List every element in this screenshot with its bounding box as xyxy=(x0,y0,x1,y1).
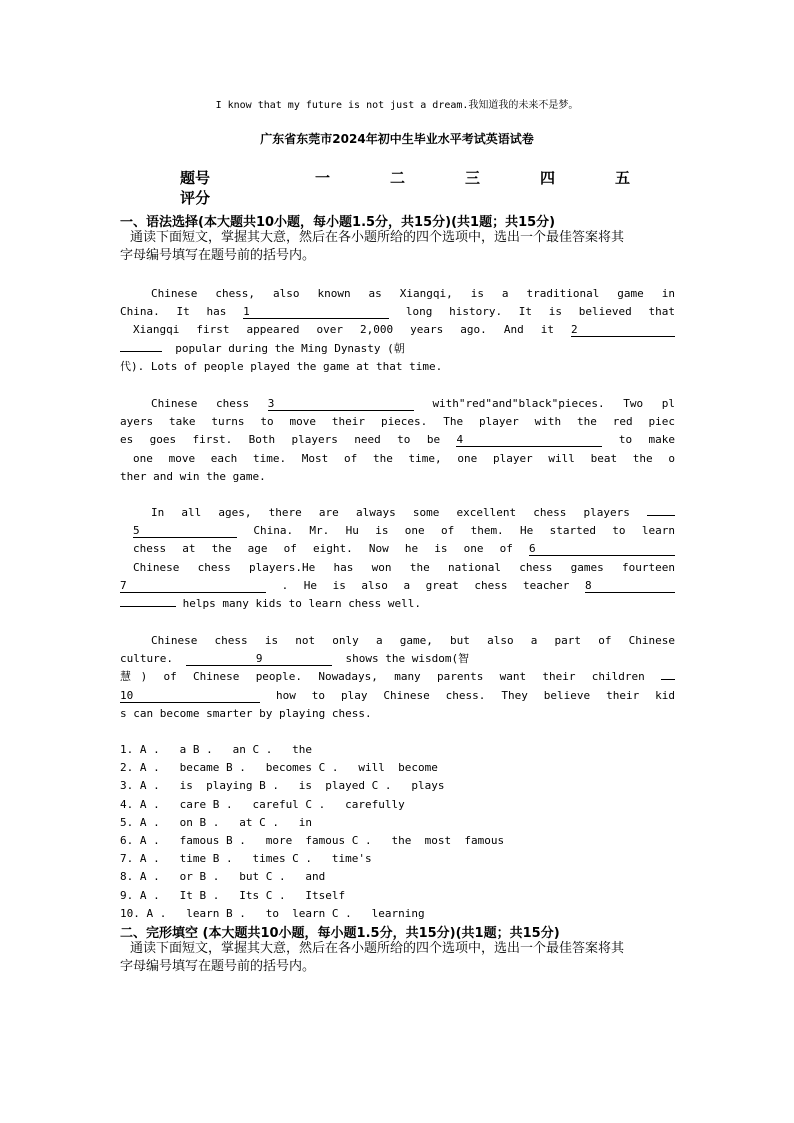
option-row[interactable]: 5. A . on B . at C . in xyxy=(120,815,313,829)
blank-2[interactable]: 2 xyxy=(571,323,675,337)
score-table-score-row xyxy=(180,188,660,208)
section-1-heading: 一、语法选择(本大题共10小题，每小题1.5分，共15分)(共1题；共15分) xyxy=(120,215,556,230)
section-2-instruction xyxy=(120,940,680,976)
blank-5-start[interactable] xyxy=(647,515,675,516)
option-row[interactable]: 4. A . care B . careful C . carefully xyxy=(120,797,405,811)
column-2: 二 xyxy=(389,169,405,187)
column-1: 一 xyxy=(314,169,330,187)
blank-2-continued[interactable] xyxy=(120,351,162,352)
blank-8[interactable]: 8 xyxy=(585,579,675,593)
question-number-label: 题号 xyxy=(180,169,211,187)
blank-3[interactable]: 3 xyxy=(268,397,414,411)
blank-10-start[interactable] xyxy=(661,679,675,680)
blank-4[interactable]: 4 xyxy=(456,433,602,447)
option-row[interactable]: 2. A . became B . becomes C . will become xyxy=(120,761,438,775)
score-table xyxy=(180,168,660,208)
blank-5[interactable]: 5 xyxy=(133,524,237,538)
column-5: 五 xyxy=(614,169,630,187)
option-row[interactable]: 6. A . famous B . more famous C . the most famous xyxy=(120,833,505,847)
blank-7[interactable]: 7 xyxy=(120,579,266,593)
passage-paragraph-2: Chinese chess 3 with"red"and"black"pieces. Two pl ayers take turns to move their pieces. The player with the red piec es goes first. Both players need to be 4 to make one move each time. Most of the time, one player will beat the o ther and win the game. xyxy=(120,397,675,483)
column-4: 四 xyxy=(539,169,555,187)
blank-1[interactable]: 1 xyxy=(243,305,389,319)
option-row[interactable]: 9. A . It B . Its C . Itself xyxy=(120,888,346,902)
instruction-line-2: 字母编号填写在题号前的括号内。 xyxy=(120,959,316,974)
blank-6[interactable]: 6 xyxy=(529,542,675,556)
instruction-line-1: 通读下面短文，掌握其大意，然后在各小题所给的四个选项中，选出一个最佳答案将其 xyxy=(130,941,625,956)
option-row[interactable]: 7. A . time B . times C . time's xyxy=(120,852,372,866)
section-2-heading: 二、完形填空 (本大题共10小题，每小题1.5分，共15分)(共1题；共15分) xyxy=(120,926,560,941)
passage-paragraph-1: Chinese chess, also known as Xiangqi, is a traditional game in China. It has 1 long history. It is believed that Xiangqi first appeared over 2,000 years ago. And it 2 popular during the Ming Dynasty (朝 代). Lots of people played the game at that time. xyxy=(120,287,675,373)
option-row[interactable]: 1. A . a B . an C . the xyxy=(120,743,313,756)
header-motto: I know that my future is not just a dream.我知道我的未来不是梦。 xyxy=(215,100,579,111)
answer-options-list xyxy=(120,741,504,923)
section-1-instruction xyxy=(120,229,680,265)
blank-9[interactable]: 9 xyxy=(186,652,332,666)
exam-title: 广东省东莞市2024年初中生毕业水平考试英语试卷 xyxy=(260,132,534,146)
passage-paragraph-3: In all ages, there are always some excellent chess players 5 China. Mr. Hu is one of them. He started to learn chess at the age of eight. Now he is one of 6 Chinese chess players.He has won the national chess games fourteen 7 . He is also a great chess teacher 8 helps many kids to learn chess well. xyxy=(120,506,675,610)
blank-8-continued[interactable] xyxy=(120,606,176,607)
option-row[interactable]: 8. A . or B . but C . and xyxy=(120,870,326,884)
instruction-line-2: 字母编号填写在题号前的括号内。 xyxy=(120,248,316,263)
option-row[interactable]: 3. A . is playing B . is played C . plays xyxy=(120,779,445,793)
option-row[interactable]: 10. A . learn B . to learn C . learning xyxy=(120,906,425,920)
score-label: 评分 xyxy=(180,189,211,207)
blank-10[interactable]: 10 xyxy=(120,689,260,703)
score-table-header-row xyxy=(180,168,660,188)
column-3: 三 xyxy=(464,169,480,187)
instruction-line-1: 通读下面短文，掌握其大意，然后在各小题所给的四个选项中，选出一个最佳答案将其 xyxy=(130,230,625,245)
passage-paragraph-4: Chinese chess is not only a game, but also a part of Chinese culture. 9 shows the wisdom(智 慧) of Chinese people. Nowadays, many parents want their children 10 how to play Chinese chess. They believe their kid s can become smarter by playing chess. xyxy=(120,634,675,720)
